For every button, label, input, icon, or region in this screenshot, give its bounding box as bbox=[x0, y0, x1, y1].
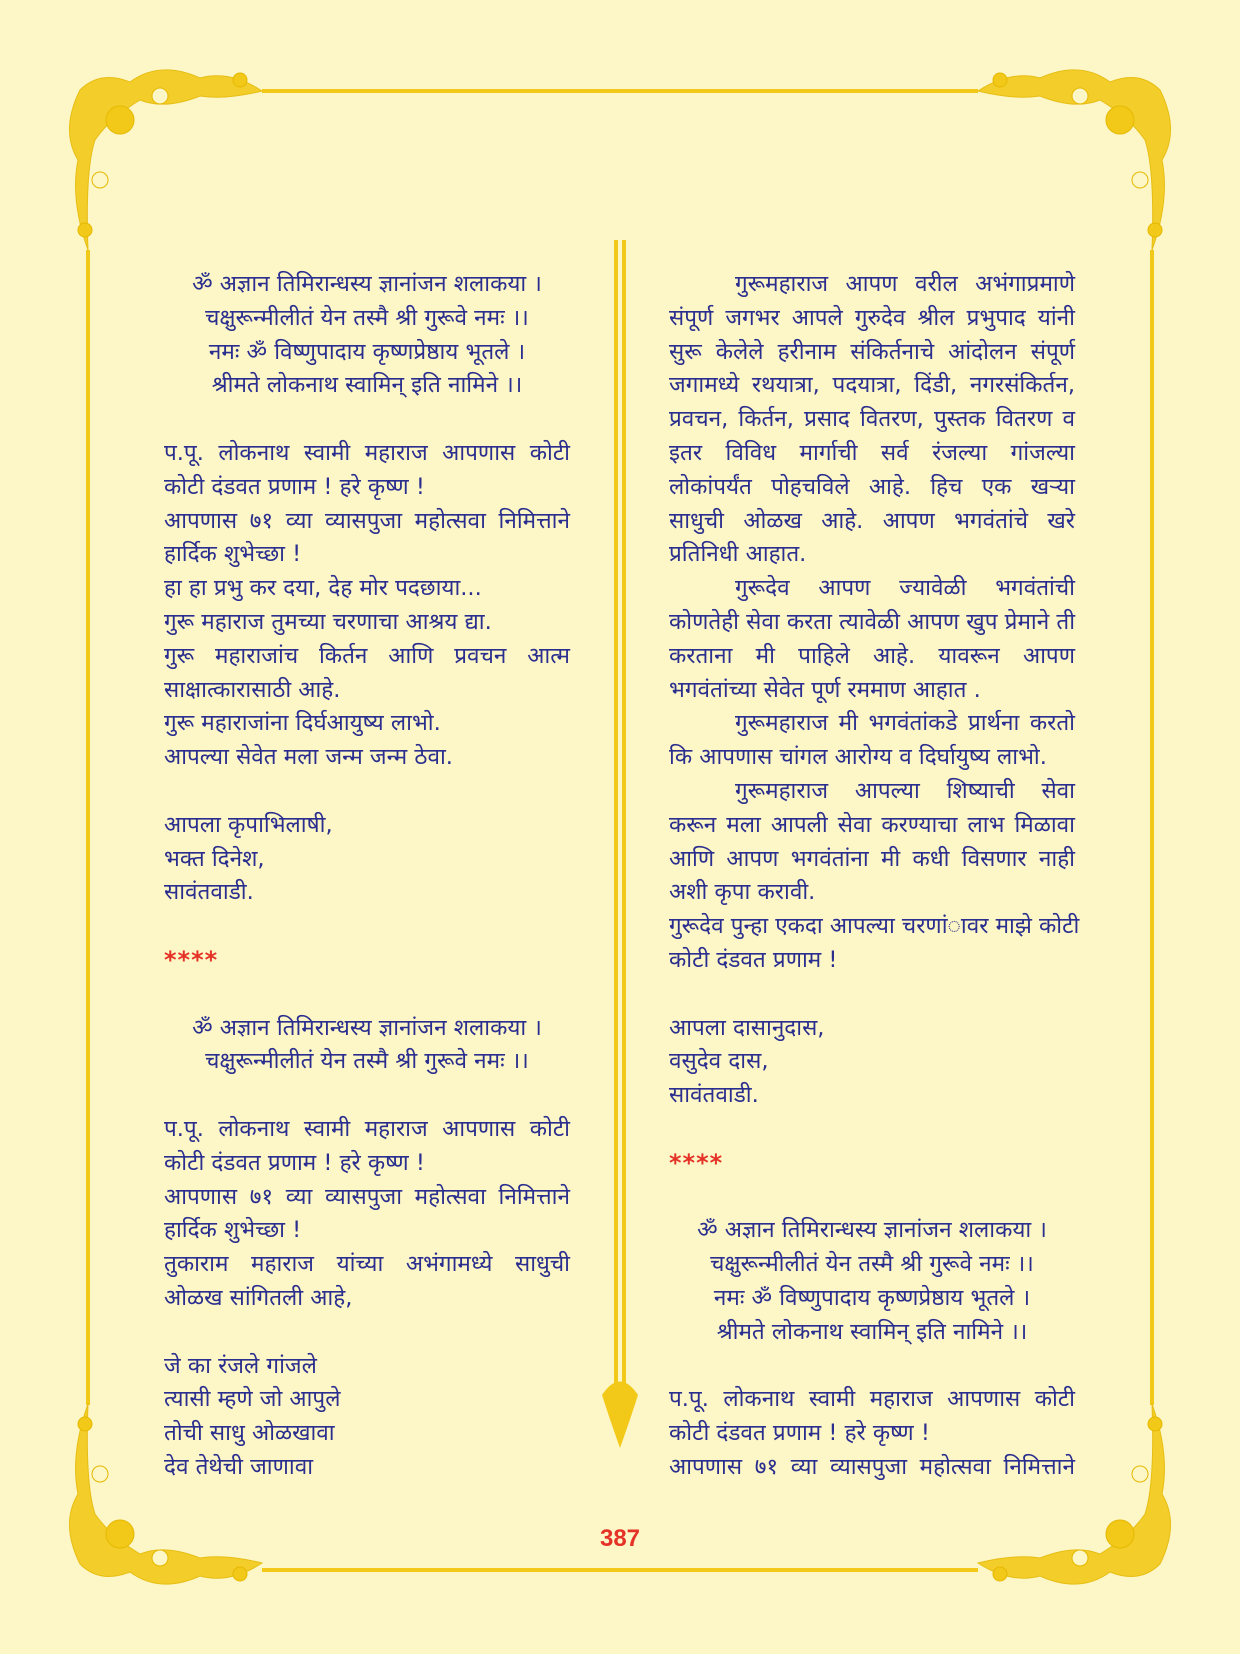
signature-block bbox=[669, 1012, 1075, 1113]
corner-ornament-top-right bbox=[978, 70, 1171, 250]
mantra-line: नमः ॐ विष्णुपादाय कृष्णप्रेष्ठाय भूतले । bbox=[713, 1284, 1031, 1311]
paragraph-line: गुरूदेव पुन्हा एकदा आपल्या चरणांावर माझे कोटी bbox=[669, 913, 1080, 940]
abhang-line: जे का रंजले गांजले bbox=[164, 1352, 317, 1379]
signature-line: सावंतवाडी. bbox=[164, 879, 254, 906]
mantra-line: चक्षुरून्मीलीतं येन तस्मै श्री गुरूवे नमः ।। bbox=[205, 1048, 529, 1075]
paragraph-line: प्रतिनिधी आहात. bbox=[669, 541, 807, 568]
mantra-line: चक्षुरून्मीलीतं येन तस्मै श्री गुरूवे नमः ।। bbox=[710, 1251, 1034, 1278]
paragraph-line: अशी कृपा करावी. bbox=[669, 879, 816, 906]
center-divider bbox=[602, 240, 638, 1448]
paragraph bbox=[669, 572, 1075, 707]
paragraph bbox=[669, 775, 1080, 978]
letter-line: कोटी दंडवत प्रणाम ! हरे कृष्ण ! bbox=[164, 1149, 425, 1176]
paragraph-line: लोकांपर्यंत पोहचविले आहे. हिच एक खऱ्या bbox=[669, 473, 1075, 500]
paragraph-line: कि आपणास चांगल आरोग्य व दिर्घायुष्य लाभो. bbox=[669, 744, 1047, 771]
paragraph-line: गुरूमहाराज आपण वरील अभंगाप्रमाणे bbox=[735, 271, 1075, 297]
letter-line: प.पू. लोकनाथ स्वामी महाराज आपणास कोटी bbox=[164, 1115, 570, 1142]
paragraph-line: प्रवचन, किर्तन, प्रसाद वितरण, पुस्तक वितरण व bbox=[669, 406, 1075, 433]
mantra-block bbox=[669, 1214, 1075, 1349]
paragraph-line: करून मला आपली सेवा करण्याचा लाभ मिळावा bbox=[669, 811, 1075, 838]
paragraph-line: साधुची ओळख आहे. आपण भगवंतांचे खरे bbox=[669, 507, 1075, 534]
letter-line: साक्षात्कारासाठी आहे. bbox=[164, 676, 341, 703]
abhang-block bbox=[164, 1350, 570, 1485]
letter-block bbox=[164, 437, 570, 775]
paragraph-line: गुरूदेव आपण ज्यावेळी भगवंतांची bbox=[735, 575, 1075, 602]
left-column bbox=[164, 268, 570, 1485]
paragraph bbox=[669, 707, 1075, 775]
letter-line: आपणास ७१ व्या व्यासपुजा महोत्सवा निमित्ताने bbox=[669, 1453, 1075, 1480]
mantra-line: ॐ अज्ञान तिमिरान्धस्य ज्ञानांजन शलाकया । bbox=[192, 1014, 542, 1041]
letter-line: आपल्या सेवेत मला जन्म जन्म ठेवा. bbox=[164, 744, 453, 771]
paragraph-line: कोटी दंडवत प्रणाम ! bbox=[669, 946, 838, 973]
paragraph-line: गुरूमहाराज मी भगवंतांकडे प्रार्थना करतो bbox=[735, 710, 1075, 737]
mantra-line: नमः ॐ विष्णुपादाय कृष्णप्रेष्ठाय भूतले । bbox=[208, 338, 526, 365]
paragraph-line: करताना मी पाहिले आहे. यावरून आपण bbox=[669, 642, 1075, 669]
letter-line: कोटी दंडवत प्रणाम ! हरे कृष्ण ! bbox=[164, 473, 425, 500]
paragraph-line: संपूर्ण जगभर आपले गुरुदेव श्रील प्रभुपाद यांनी bbox=[669, 304, 1075, 331]
paragraph-line: कोणतेही सेवा करता त्यावेळी आपण खुप प्रेमाने ती bbox=[669, 608, 1076, 635]
letter-block bbox=[164, 1113, 570, 1316]
abhang-line: तोची साधु ओळखावा bbox=[164, 1420, 335, 1447]
paragraph bbox=[669, 268, 1075, 572]
letter-line: तुकाराम महाराज यांच्या अभंगामध्ये साधुची bbox=[164, 1251, 570, 1278]
mantra-line: ॐ अज्ञान तिमिरान्धस्य ज्ञानांजन शलाकया । bbox=[697, 1217, 1047, 1244]
letter-line: प.पू. लोकनाथ स्वामी महाराज आपणास कोटी bbox=[669, 1386, 1075, 1413]
letter-line: कोटी दंडवत प्रणाम ! हरे कृष्ण ! bbox=[669, 1420, 930, 1447]
letter-line: हार्दिक शुभेच्छा ! bbox=[164, 1217, 302, 1244]
paragraph-line: सुरू केलेले हरीनाम संकिर्तनाचे आंदोलन संपूर्ण bbox=[669, 338, 1075, 365]
mantra-line: श्रीमते लोकनाथ स्वामिन् इति नामिने ।। bbox=[716, 1318, 1028, 1345]
signature-block bbox=[164, 809, 570, 910]
letter-line: प.पू. लोकनाथ स्वामी महाराज आपणास कोटी bbox=[164, 439, 570, 466]
mantra-line: चक्षुरून्मीलीतं येन तस्मै श्री गुरूवे नमः ।। bbox=[205, 304, 529, 331]
page-number: 387 bbox=[599, 1525, 641, 1552]
paragraph-line: भगवंतांच्या सेवेत पूर्ण रममाण आहात . bbox=[669, 676, 981, 703]
mantra-line: ॐ अज्ञान तिमिरान्धस्य ज्ञानांजन शलाकया । bbox=[192, 271, 542, 297]
signature-line: आपला दासानुदास, bbox=[669, 1014, 825, 1041]
letter-block bbox=[669, 1383, 1075, 1484]
right-column bbox=[669, 268, 1080, 1485]
mantra-block bbox=[164, 1012, 570, 1080]
abhang-line: त्यासी म्हणे जो आपुले bbox=[164, 1386, 341, 1413]
paragraph-line: जगामध्ये रथयात्रा, पदयात्रा, दिंडी, नगरसंकिर्तन, bbox=[669, 372, 1075, 399]
letter-line: गुरू महाराज तुमच्या चरणाचा आश्रय द्या. bbox=[164, 608, 492, 635]
signature-line: भक्त दिनेश, bbox=[164, 845, 265, 872]
paragraph-line: इतर विविध मार्गाची सर्व रंजल्या गांजल्या bbox=[669, 439, 1075, 466]
section-separator: **** bbox=[669, 1148, 724, 1177]
letter-line: गुरू महाराजांना दिर्घआयुष्य लाभो. bbox=[164, 710, 441, 737]
mantra-line: श्रीमते लोकनाथ स्वामिन् इति नामिने ।। bbox=[211, 372, 523, 399]
abhang-line: देव तेथेची जाणावा bbox=[164, 1453, 314, 1480]
paragraph-line: आणि आपण भगवंतांना मी कधी विसणार नाही bbox=[669, 845, 1075, 872]
letter-line: गुरू महाराजांच किर्तन आणि प्रवचन आत्म bbox=[164, 642, 570, 669]
mantra-block bbox=[164, 268, 570, 403]
letter-line: आपणास ७१ व्या व्यासपुजा महोत्सवा निमित्ताने bbox=[164, 507, 570, 534]
letter-line: आपणास ७१ व्या व्यासपुजा महोत्सवा निमित्ताने bbox=[164, 1183, 570, 1210]
paragraph-line: गुरूमहाराज आपल्या शिष्याची सेवा bbox=[735, 777, 1075, 804]
corner-ornament-top-left bbox=[69, 70, 262, 250]
letter-line: हा हा प्रभु कर दया, देह मोर पदछाया... bbox=[164, 575, 482, 602]
letter-line: ओळख सांगितली आहे, bbox=[164, 1284, 353, 1311]
section-separator: **** bbox=[164, 945, 219, 974]
signature-line: आपला कृपाभिलाषी, bbox=[164, 811, 333, 838]
signature-line: सावंतवाडी. bbox=[669, 1082, 759, 1109]
signature-line: वसुदेव दास, bbox=[669, 1048, 769, 1075]
letter-line: हार्दिक शुभेच्छा ! bbox=[164, 541, 302, 568]
